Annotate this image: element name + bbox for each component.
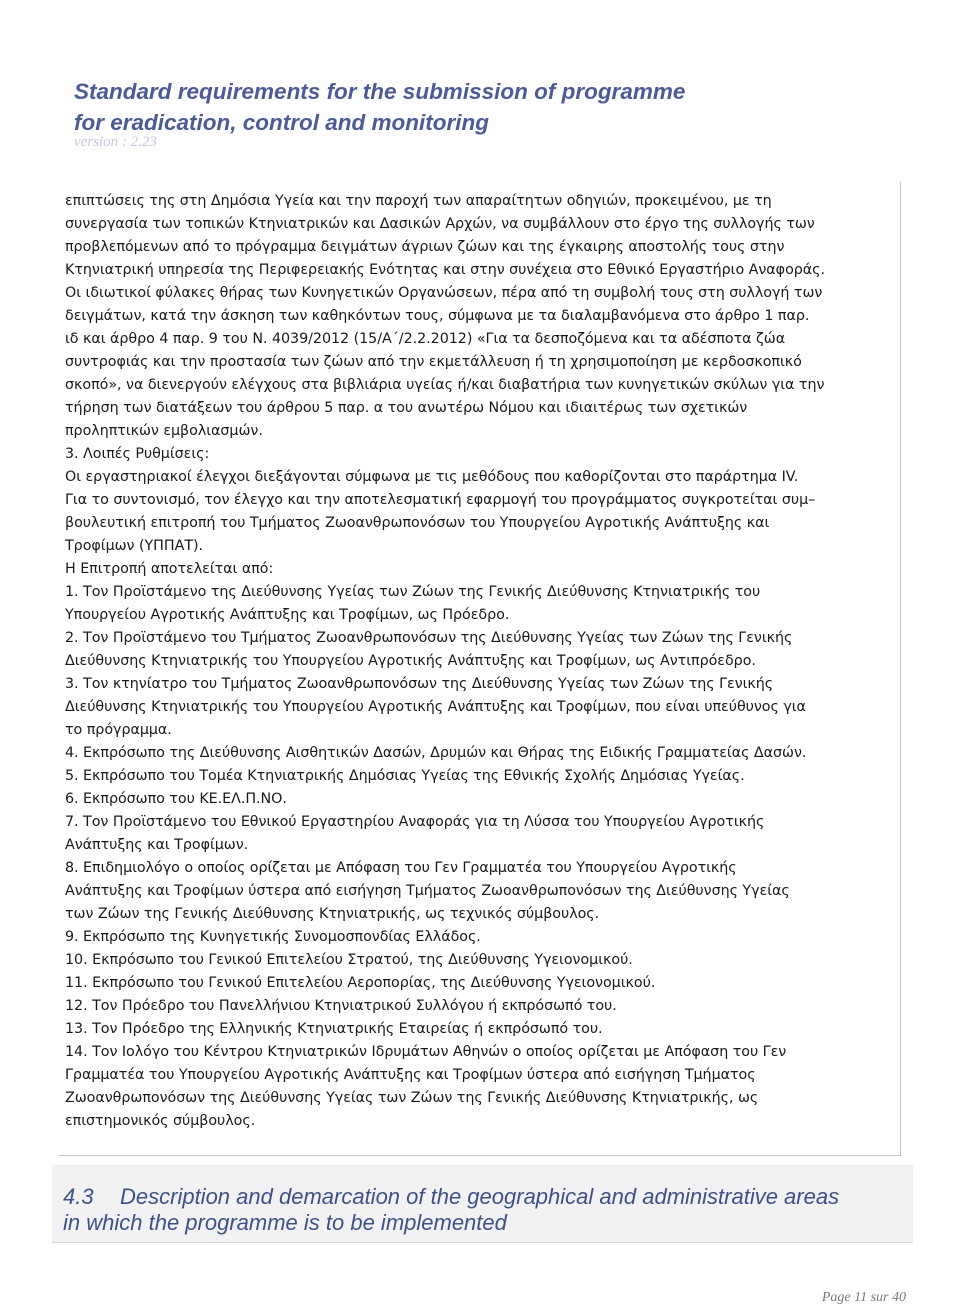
text-line: Οι ιδιωτικοί φύλακες θήρας των Κυνηγετικών Οργανώσεων, πέρα από τη συμβολή τους στη συλλογή των	[65, 285, 823, 301]
list-item: 9. Εκπρόσωπο της Κυνηγετικής Συνομοσπονδίας Ελλάδος.	[65, 929, 481, 945]
text-line: προληπτικών εμβολιασμών.	[65, 423, 263, 439]
text-line: Η Επιτροπή αποτελείται από:	[65, 561, 274, 577]
list-item: 3. Τον κτηνίατρο του Τμήματος Ζωοανθρωπονόσων της Διεύθυνσης Υγείας των Ζώων της Γενικής	[65, 676, 774, 692]
text-line: συνεργασία των τοπικών Κτηνιατρικών και Δασικών Αρχών, να συμβάλλουν στο έργο της συλλογής των	[65, 216, 815, 232]
text-line: τήρηση των διατάξεων του άρθρου 5 παρ. α του ανωτέρω Νόμου και ιδιαιτέρως των σχετικών	[65, 400, 748, 416]
list-item: 5. Εκπρόσωπο του Τομέα Κτηνιατρικής Δημόσιας Υγείας της Εθνικής Σχολής Δημόσιας Υγείας.	[65, 768, 745, 784]
text-line: Τροφίμων (ΥΠΠΑΤ).	[65, 538, 204, 554]
list-item: Διεύθυνσης Κτηνιατρικής του Υπουργείου Αγροτικής Ανάπτυξης και Τροφίμων, που είναι υπεύθυνος για	[65, 699, 806, 715]
header-title-line-1: Standard requirements for the submission of programme	[74, 79, 686, 104]
subsection-heading: 3. Λοιπές Ρυθμίσεις:	[65, 446, 210, 462]
version-label: version : 2.23	[74, 134, 157, 150]
header-title-line-2: for eradication, control and monitoring	[74, 110, 490, 135]
list-item: 4. Εκπρόσωπο της Διεύθυνσης Αισθητικών Δασών, Δρυμών και Θήρας της Ειδικής Γραμματείας Δασών.	[65, 745, 807, 761]
list-item: 2. Τον Προϊστάμενο του Τμήματος Ζωοανθρωπονόσων της Διεύθυνσης Υγείας των Ζώων της Γενικής	[65, 630, 793, 646]
content-box	[58, 182, 901, 1156]
list-item: 7. Τον Προϊστάμενο του Εθνικού Εργαστηρίου Αναφοράς για τη Λύσσα του Υπουργείου Αγροτικής	[65, 814, 765, 830]
section-heading-box	[52, 1165, 913, 1243]
list-item: επιστημονικός σύμβουλος.	[65, 1113, 256, 1129]
list-item: Γραμματέα του Υπουργείου Αγροτικής Ανάπτυξης και Τροφίμων ύστερα από εισήγηση Τμήματος	[65, 1067, 756, 1083]
page-number: Page 11 sur 40	[821, 1290, 906, 1305]
list-item: 8. Επιδημιολόγο ο οποίος ορίζεται με Απόφαση του Γεν Γραμματέα του Υπουργείου Αγροτικής	[65, 860, 737, 876]
text-line: βουλευτική επιτροπή του Τμήματος Ζωοανθρωπονόσων του Υπουργείου Αγροτικής Ανάπτυξης και	[65, 515, 770, 531]
list-item: το πρόγραμμα.	[65, 722, 172, 738]
text-line: ιδ και άρθρο 4 παρ. 9 του Ν. 4039/2012 (15/Α΄/2.2.2012) «Για τα δεσποζόμενα και τα αδέσποτα ζώα	[65, 331, 786, 347]
list-item: Διεύθυνσης Κτηνιατρικής του Υπουργείου Αγροτικής Ανάπτυξης και Τροφίμων, ως Αντιπρόεδρο.	[65, 653, 756, 669]
list-item: Υπουργείου Αγροτικής Ανάπτυξης και Τροφίμων, ως Πρόεδρο.	[65, 607, 510, 623]
text-line: δειγμάτων, κατά την άσκηση των καθηκόντων τους, σύμφωνα με τα διαλαμβανόμενα στο άρθρο 1 παρ.	[65, 308, 810, 324]
section-title-line-1	[63, 1184, 839, 1210]
list-item: 6. Εκπρόσωπο του ΚΕ.ΕΛ.Π.ΝΟ.	[65, 791, 287, 807]
text-line: σκοπό», να διενεργούν ελέγχους στα βιβλιάρια υγείας ή/και διαβατήρια των κυνηγετικών σκύλων για την	[65, 377, 825, 393]
list-item: των Ζώων της Γενικής Διεύθυνσης Κτηνιατρικής, ως τεχνικός σύμβουλος.	[65, 906, 600, 922]
section-title-line-2: in which the programme is to be implemented	[63, 1210, 507, 1235]
list-item: 1. Τον Προϊστάμενο της Διεύθυνσης Υγείας των Ζώων της Γενικής Διεύθυνσης Κτηνιατρικής του	[65, 584, 761, 600]
text-line: προβλεπόμενων από το πρόγραμμα δειγμάτων άγριων ζώων και της έγκαιρης αποστολής τους στην	[65, 239, 785, 255]
text-line: συντροφιάς και την προστασία των ζώων από την εκμετάλλευση ή τη χρησιμοποίηση με κερδοσκοπικό	[65, 354, 802, 370]
list-item: 13. Τον Πρόεδρο της Ελληνικής Κτηνιατρικής Εταιρείας ή εκπρόσωπό του.	[65, 1021, 603, 1037]
list-item: 12. Τον Πρόεδρο του Πανελλήνιου Κτηνιατρικού Συλλόγου ή εκπρόσωπό του.	[65, 998, 617, 1014]
section-number: 4.3	[63, 1184, 94, 1209]
document-header	[74, 76, 774, 150]
section-title-text: Description and demarcation of the geographical and administrative areas	[120, 1184, 840, 1209]
text-line: Για το συντονισμό, τον έλεγχο και την αποτελεσματική εφαρμογή του προγράμματος συγκροτείται συμ–	[65, 492, 816, 508]
list-item: Ζωοανθρωπονόσων της Διεύθυνσης Υγείας των Ζώων της Γενικής Διεύθυνσης Κτηνιατρικής, ως	[65, 1090, 759, 1106]
text-line: Οι εργαστηριακοί έλεγχοι διεξάγονται σύμφωνα με τις μεθόδους που καθορίζονται στο παράρτημα IV.	[65, 469, 799, 485]
list-item: Ανάπτυξης και Τροφίμων ύστερα από εισήγηση Τμήματος Ζωοανθρωπονόσων της Διεύθυνσης Υγείας	[65, 883, 790, 899]
list-item: 14. Τον Ιολόγο του Κέντρου Κτηνιατρικών Ιδρυμάτων Αθηνών ο οποίος ορίζεται με Απόφαση του Γεν	[65, 1044, 787, 1060]
list-item: Ανάπτυξης και Τροφίμων.	[65, 837, 249, 853]
list-item: 10. Εκπρόσωπο του Γενικού Επιτελείου Στρατού, της Διεύθυνσης Υγειονομικού.	[65, 952, 633, 968]
text-line: επιπτώσεις της στη Δημόσια Υγεία και την παροχή των απαραίτητων οδηγιών, προκειμένου, με τη	[65, 193, 772, 209]
text-line: Κτηνιατρική υπηρεσία της Περιφερειακής Ενότητας και στην συνέχεια στο Εθνικό Εργαστήριο Αναφοράς.	[65, 262, 825, 278]
list-item: 11. Εκπρόσωπο του Γενικού Επιτελείου Αεροπορίας, της Διεύθυνσης Υγειονομικού.	[65, 975, 656, 991]
